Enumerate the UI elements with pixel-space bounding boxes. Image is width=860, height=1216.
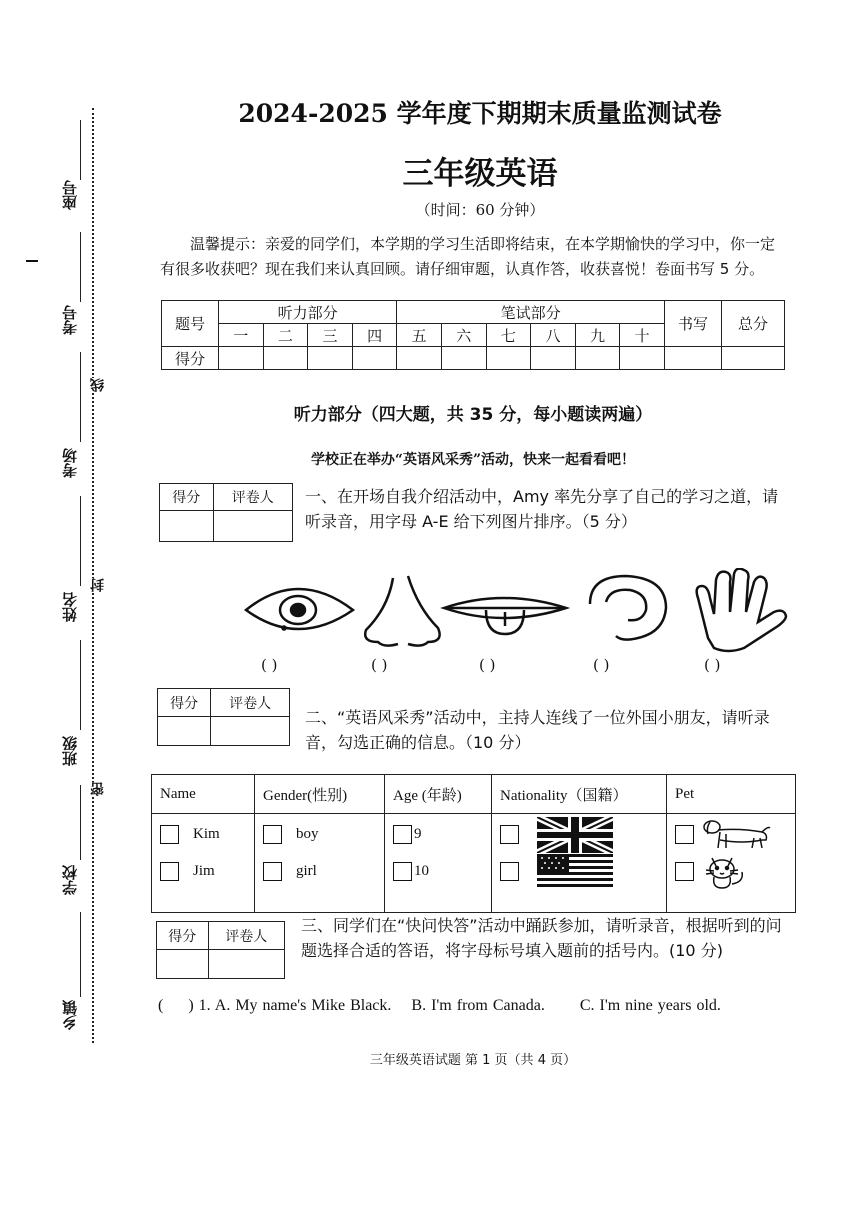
tips-paragraph: 温馨提示：亲爱的同学们，本学期的学习生活即将结束，在本学期愉快的学习中，你一定有很多收获吧？现在我们来认真回顾。请仔细审题，认真作答，收获喜悦！卷面书写 5 分。 [160,235,776,278]
grader-box [156,921,285,979]
writing-header: 书写 [665,301,722,347]
seat-number-label: 座号 [61,180,79,210]
header-pet: Pet [667,775,796,814]
option-uk[interactable] [500,816,658,853]
usa-flag-icon [537,854,613,890]
eye-icon [246,589,353,630]
grader-box [159,483,293,542]
option-girl[interactable] [263,853,376,890]
binding-mark-line: 线 [90,378,106,392]
score-cell[interactable] [722,347,785,370]
score-cell[interactable] [620,347,665,370]
question-number: 一 [219,324,264,347]
grader-reviewer-cell[interactable] [213,511,292,542]
listening-header: 听力部分 [219,301,397,324]
ear-icon [590,576,666,640]
checkbox[interactable] [263,862,282,881]
page-footer: 三年级英语试题 第 1 页（共 4 页） [369,1053,577,1068]
score-cell[interactable] [665,347,722,370]
header-nationality: Nationality（国籍） [492,775,667,814]
grader-box [157,688,290,746]
checkbox[interactable] [263,825,282,844]
hand-icon [697,569,786,651]
q1-pictures [238,568,798,654]
q1-blank-5[interactable]: ( ) [704,656,721,674]
score-cell[interactable] [486,347,531,370]
option-cat[interactable] [675,853,787,890]
dog-icon [702,818,772,852]
checkbox[interactable] [500,862,519,881]
name-kim: Kim [193,826,220,842]
binding-dotted-line [92,108,94,1043]
grader-reviewer-label: 评卷人 [213,484,292,511]
option-age-9[interactable] [393,816,483,853]
question-number: 四 [352,324,397,347]
listening-heading: 听力部分（四大题，共 35 分，每小题读两遍） [293,405,653,425]
header-gender: Gender(性别) [255,775,385,814]
q3-instructions: 三、同学们在“快问快答”活动中踊跃参加，请听录音，根据听到的问题选择合适的答语，将字母标号填入题前的括号内。(10 分) [301,916,782,960]
info-table [151,774,796,913]
grader-score-label: 得分 [157,922,209,950]
gender-girl: girl [296,863,317,879]
grader-reviewer-label: 评卷人 [211,689,290,717]
exam-room-blank[interactable] [80,496,81,586]
grader-score-cell[interactable] [160,511,214,542]
binding-mark-secret: 密 [90,782,106,796]
age-9: 9 [414,826,422,842]
q1-blank-2[interactable]: ( ) [371,656,388,674]
question-number: 六 [441,324,486,347]
gender-boy: boy [296,826,319,842]
exam-room-label: 考场 [61,448,79,478]
question-number: 七 [486,324,531,347]
listening-intro: 学校正在举办“英语风采秀”活动，快来一起看看吧！ [310,452,636,468]
school-label: 学校 [61,865,79,895]
question-number: 九 [575,324,620,347]
question-number: 八 [531,324,576,347]
grader-reviewer-cell[interactable] [211,717,290,746]
age-10: 10 [414,863,429,879]
checkbox[interactable] [393,862,412,881]
q3-item-1[interactable]: ( ) 1. A. My name's Mike Black. B. I'm from Canada. C. I'm nine years old. [158,997,721,1014]
exam-title: 2024-2025 学年度下期期末质量监测试卷 [238,99,722,128]
exam-subject: 三年级英语 [402,156,558,192]
question-number: 五 [397,324,442,347]
seat-number-blank[interactable] [80,232,81,302]
checkbox[interactable] [500,825,519,844]
checkbox[interactable] [675,825,694,844]
option-jim[interactable] [160,853,246,890]
q1-blank-4[interactable]: ( ) [593,656,610,674]
cat-icon [702,854,752,890]
score-cell[interactable] [219,347,264,370]
name-blank[interactable] [80,640,81,730]
exam-number-blank[interactable] [80,352,81,442]
written-header: 笔试部分 [397,301,665,324]
q1-blank-1[interactable]: ( ) [261,656,278,674]
blank-line [80,120,81,180]
grader-score-label: 得分 [158,689,211,717]
option-kim[interactable] [160,816,246,853]
grader-reviewer-cell[interactable] [208,950,284,979]
uk-flag-icon [537,817,613,853]
nose-icon [365,576,439,646]
option-usa[interactable] [500,853,658,890]
grader-score-cell[interactable] [157,950,209,979]
grader-score-cell[interactable] [158,717,211,746]
header-name: Name [152,775,255,814]
question-number: 二 [263,324,308,347]
score-cell[interactable] [531,347,576,370]
class-label: 班级 [61,736,79,766]
score-cell[interactable] [352,347,397,370]
binding-mark-seal: 封 [90,578,106,592]
score-cell[interactable] [263,347,308,370]
checkbox[interactable] [393,825,412,844]
name-label: 姓名 [61,592,79,622]
mouth-icon [444,598,566,634]
option-dog[interactable] [675,816,787,853]
checkbox[interactable] [160,862,179,881]
score-row-label: 得分 [162,347,219,370]
total-header: 总分 [722,301,785,347]
checkbox[interactable] [160,825,179,844]
question-number: 十 [620,324,665,347]
exam-time: （时间：60 分钟） [415,201,545,219]
checkbox[interactable] [675,862,694,881]
name-jim: Jim [193,863,215,879]
q1-instructions: 一、在开场自我介绍活动中，Amy 率先分享了自己的学习之道，请听录音，用字母 A-E 给下列图片排序。（5 分） [305,487,779,531]
row-label: 题号 [162,301,219,347]
school-blank[interactable] [80,912,81,997]
question-number: 三 [308,324,353,347]
option-boy[interactable] [263,816,376,853]
score-cell[interactable] [308,347,353,370]
grader-reviewer-label: 评卷人 [208,922,284,950]
exam-number-label: 考号 [61,305,79,335]
header-age: Age (年龄) [385,775,492,814]
margin-mark [26,260,38,262]
score-cell[interactable] [397,347,442,370]
class-blank[interactable] [80,785,81,860]
q2-instructions: 二、“英语风采秀”活动中，主持人连线了一位外国小朋友，请听录音，勾选正确的信息。（10 分） [305,708,770,752]
score-cell[interactable] [575,347,620,370]
score-cell[interactable] [441,347,486,370]
q1-blank-3[interactable]: ( ) [479,656,496,674]
score-table [161,300,785,370]
town-label: 乡镇 [61,1000,79,1030]
option-age-10[interactable] [393,853,483,890]
grader-score-label: 得分 [160,484,214,511]
